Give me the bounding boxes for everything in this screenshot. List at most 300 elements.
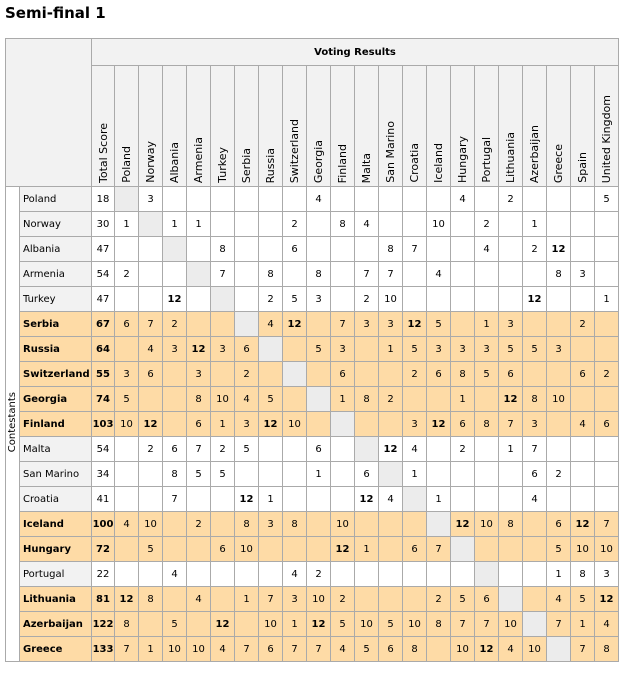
score-cell: [307, 212, 331, 237]
score-cell: 12: [307, 612, 331, 637]
score-cell: [259, 337, 283, 362]
score-cell: [475, 262, 499, 287]
score-cell: 7: [163, 487, 187, 512]
score-cell: 6: [571, 362, 595, 387]
score-cell: 6: [379, 637, 403, 662]
score-cell: 1: [331, 387, 355, 412]
score-cell: 3: [571, 262, 595, 287]
score-cell: 2: [139, 437, 163, 462]
score-cell: 10: [451, 637, 475, 662]
score-cell: 12: [451, 512, 475, 537]
score-cell: 7: [379, 262, 403, 287]
table-row: [6, 287, 619, 312]
score-cell: 10: [571, 537, 595, 562]
score-cell: [403, 512, 427, 537]
voter-header-hungary: [451, 66, 475, 187]
score-cell: 10: [163, 637, 187, 662]
score-cell: 8: [211, 237, 235, 262]
score-cell: 5: [571, 587, 595, 612]
score-cell: [427, 512, 451, 537]
score-cell: 2: [283, 212, 307, 237]
score-cell: 5: [331, 612, 355, 637]
score-cell: 4: [451, 187, 475, 212]
score-cell: [139, 212, 163, 237]
score-cell: [283, 387, 307, 412]
score-cell: 8: [595, 637, 619, 662]
score-cell: 3: [499, 312, 523, 337]
score-cell: [331, 487, 355, 512]
score-cell: 1: [379, 337, 403, 362]
score-cell: 4: [283, 562, 307, 587]
score-cell: [331, 237, 355, 262]
score-cell: [379, 512, 403, 537]
contestant-name: Finland: [20, 412, 92, 437]
score-cell: 6: [331, 362, 355, 387]
score-cell: [187, 562, 211, 587]
score-cell: 5: [139, 537, 163, 562]
score-cell: 3: [379, 312, 403, 337]
score-cell: 8: [379, 237, 403, 262]
score-cell: [139, 462, 163, 487]
score-cell: 1: [403, 462, 427, 487]
score-cell: 2: [499, 187, 523, 212]
score-cell: 2: [595, 362, 619, 387]
voter-header-georgia: [307, 66, 331, 187]
score-cell: [163, 237, 187, 262]
voter-header-greece: [547, 66, 571, 187]
score-cell: 5: [259, 387, 283, 412]
score-cell: 6: [283, 237, 307, 262]
score-cell: [211, 562, 235, 587]
score-cell: [235, 212, 259, 237]
voter-header-croatia: [403, 66, 427, 187]
score-cell: 5: [187, 462, 211, 487]
score-cell: [355, 187, 379, 212]
score-cell: [283, 487, 307, 512]
table-row: [6, 262, 619, 287]
score-cell: 4: [115, 512, 139, 537]
score-cell: 8: [163, 462, 187, 487]
score-cell: 2: [307, 562, 331, 587]
score-cell: [163, 537, 187, 562]
contestant-name: Greece: [20, 637, 92, 662]
voter-header-finland: [331, 66, 355, 187]
score-cell: 6: [307, 437, 331, 462]
score-cell: 6: [235, 337, 259, 362]
score-cell: [403, 562, 427, 587]
score-cell: 2: [427, 587, 451, 612]
score-cell: 4: [331, 637, 355, 662]
table-row: [6, 212, 619, 237]
score-cell: [235, 262, 259, 287]
score-cell: [571, 212, 595, 237]
voter-header-albania: [163, 66, 187, 187]
voter-header-norway: [139, 66, 163, 187]
total-score: 34: [92, 462, 115, 487]
score-cell: [307, 512, 331, 537]
voter-header-label: Malta: [360, 152, 373, 183]
score-cell: [523, 587, 547, 612]
score-cell: [307, 237, 331, 262]
score-cell: 6: [595, 412, 619, 437]
score-cell: 5: [355, 637, 379, 662]
score-cell: [235, 187, 259, 212]
score-cell: [211, 312, 235, 337]
voter-header-turkey: [211, 66, 235, 187]
score-cell: [571, 287, 595, 312]
score-cell: 3: [259, 512, 283, 537]
score-cell: [355, 512, 379, 537]
score-cell: [331, 262, 355, 287]
total-score: 47: [92, 287, 115, 312]
score-cell: [163, 412, 187, 437]
score-cell: 12: [379, 437, 403, 462]
score-cell: [499, 262, 523, 287]
score-cell: 4: [139, 337, 163, 362]
score-cell: 5: [475, 362, 499, 387]
score-cell: 10: [427, 212, 451, 237]
voting-table: [5, 38, 619, 662]
total-score: 122: [92, 612, 115, 637]
score-cell: [211, 287, 235, 312]
table-row: [6, 387, 619, 412]
score-cell: 10: [283, 412, 307, 437]
voter-header-label: Iceland: [432, 143, 445, 183]
score-cell: 2: [523, 237, 547, 262]
score-cell: 3: [475, 337, 499, 362]
score-cell: 4: [355, 212, 379, 237]
score-cell: [187, 187, 211, 212]
score-cell: [307, 387, 331, 412]
score-cell: 10: [523, 637, 547, 662]
score-cell: 12: [139, 412, 163, 437]
table-row: [6, 337, 619, 362]
score-cell: 12: [331, 537, 355, 562]
score-cell: [595, 387, 619, 412]
score-cell: [523, 187, 547, 212]
score-cell: [163, 187, 187, 212]
voter-header-label: Armenia: [192, 136, 205, 183]
score-cell: [451, 237, 475, 262]
table-row: [6, 537, 619, 562]
score-cell: [163, 512, 187, 537]
score-cell: [379, 212, 403, 237]
score-cell: [523, 562, 547, 587]
score-cell: 7: [571, 637, 595, 662]
score-cell: 10: [379, 287, 403, 312]
voter-header-label: Croatia: [408, 143, 421, 183]
score-cell: [283, 362, 307, 387]
score-cell: 8: [307, 262, 331, 287]
score-cell: 4: [427, 262, 451, 287]
score-cell: [427, 387, 451, 412]
score-cell: [331, 187, 355, 212]
score-cell: [235, 287, 259, 312]
score-cell: [499, 487, 523, 512]
table-corner: [6, 39, 92, 187]
score-cell: 7: [211, 262, 235, 287]
score-cell: [427, 637, 451, 662]
table-row: [6, 462, 619, 487]
score-cell: 7: [427, 537, 451, 562]
score-cell: [595, 337, 619, 362]
score-cell: 2: [115, 262, 139, 287]
score-cell: 3: [331, 337, 355, 362]
score-cell: 7: [547, 612, 571, 637]
contestant-name: Hungary: [20, 537, 92, 562]
score-cell: [379, 462, 403, 487]
contestants-label-cell: [6, 187, 20, 662]
contestant-name: Georgia: [20, 387, 92, 412]
score-cell: [259, 537, 283, 562]
score-cell: [379, 412, 403, 437]
total-score: 67: [92, 312, 115, 337]
contestant-name: Malta: [20, 437, 92, 462]
score-cell: [307, 362, 331, 387]
contestant-name: Poland: [20, 187, 92, 212]
score-cell: [259, 462, 283, 487]
score-cell: 8: [523, 387, 547, 412]
score-cell: 6: [403, 537, 427, 562]
score-cell: 10: [499, 612, 523, 637]
score-cell: [187, 287, 211, 312]
score-cell: 4: [187, 587, 211, 612]
score-cell: [403, 587, 427, 612]
score-cell: 2: [235, 362, 259, 387]
score-cell: [571, 387, 595, 412]
score-cell: 4: [571, 412, 595, 437]
score-cell: 12: [547, 237, 571, 262]
score-cell: 1: [187, 212, 211, 237]
score-cell: [451, 312, 475, 337]
score-cell: 8: [451, 362, 475, 387]
score-cell: 1: [259, 487, 283, 512]
score-cell: [211, 362, 235, 387]
total-score: 133: [92, 637, 115, 662]
score-cell: 1: [595, 287, 619, 312]
score-cell: [475, 562, 499, 587]
score-cell: 1: [211, 412, 235, 437]
score-cell: 6: [547, 512, 571, 537]
score-cell: 5: [307, 337, 331, 362]
contestant-name: San Marino: [20, 462, 92, 487]
score-cell: [115, 562, 139, 587]
score-cell: [139, 487, 163, 512]
score-cell: 10: [595, 537, 619, 562]
score-cell: [115, 537, 139, 562]
score-cell: 1: [499, 437, 523, 462]
score-cell: [187, 312, 211, 337]
score-cell: 3: [115, 362, 139, 387]
score-cell: 3: [235, 412, 259, 437]
score-cell: 10: [187, 637, 211, 662]
score-cell: [355, 362, 379, 387]
voter-header-label: Azerbaijan: [528, 124, 541, 183]
score-cell: 12: [235, 487, 259, 512]
total-score-header-label: Total Score: [96, 123, 110, 183]
table-row: [6, 487, 619, 512]
score-cell: [595, 237, 619, 262]
score-cell: 4: [475, 237, 499, 262]
score-cell: 5: [499, 337, 523, 362]
score-cell: 1: [163, 212, 187, 237]
total-score: 103: [92, 412, 115, 437]
total-score-header: [92, 66, 115, 187]
score-cell: 10: [475, 512, 499, 537]
score-cell: [595, 212, 619, 237]
score-cell: [403, 487, 427, 512]
score-cell: 6: [499, 362, 523, 387]
score-cell: 12: [523, 287, 547, 312]
contestant-name: Serbia: [20, 312, 92, 337]
score-cell: [403, 287, 427, 312]
score-cell: [187, 237, 211, 262]
score-cell: [595, 262, 619, 287]
score-cell: 12: [115, 587, 139, 612]
score-cell: [595, 312, 619, 337]
score-cell: [235, 237, 259, 262]
voter-header-switzerland: [283, 66, 307, 187]
contestant-name: Iceland: [20, 512, 92, 537]
score-cell: [115, 437, 139, 462]
score-cell: 1: [523, 212, 547, 237]
score-cell: 2: [475, 212, 499, 237]
score-cell: [523, 362, 547, 387]
score-cell: [523, 312, 547, 337]
contestant-name: Russia: [20, 337, 92, 362]
score-cell: 6: [163, 437, 187, 462]
voter-header-serbia: [235, 66, 259, 187]
voter-header-label: Portugal: [480, 137, 493, 183]
voter-header-label: Finland: [336, 143, 349, 183]
table-row: [6, 587, 619, 612]
score-cell: [331, 562, 355, 587]
contestant-name: Portugal: [20, 562, 92, 587]
contestant-name: Azerbaijan: [20, 612, 92, 637]
score-cell: [283, 462, 307, 487]
score-cell: 8: [139, 587, 163, 612]
score-cell: [331, 437, 355, 462]
score-cell: 2: [187, 512, 211, 537]
score-cell: 5: [283, 287, 307, 312]
score-cell: 10: [307, 587, 331, 612]
score-cell: [547, 187, 571, 212]
score-cell: [355, 587, 379, 612]
score-cell: 8: [115, 612, 139, 637]
score-cell: [475, 287, 499, 312]
score-cell: 3: [139, 187, 163, 212]
score-cell: [211, 187, 235, 212]
score-cell: [379, 362, 403, 387]
score-cell: 6: [115, 312, 139, 337]
score-cell: [499, 237, 523, 262]
score-cell: [355, 562, 379, 587]
score-cell: 2: [163, 312, 187, 337]
score-cell: [139, 262, 163, 287]
score-cell: 6: [475, 587, 499, 612]
score-cell: 7: [499, 412, 523, 437]
score-cell: [115, 462, 139, 487]
score-cell: 7: [403, 237, 427, 262]
score-cell: 3: [211, 337, 235, 362]
score-cell: [283, 337, 307, 362]
score-cell: 6: [451, 412, 475, 437]
score-cell: [283, 537, 307, 562]
score-cell: [427, 437, 451, 462]
voter-header-iceland: [427, 66, 451, 187]
score-cell: 4: [235, 387, 259, 412]
score-cell: 2: [379, 387, 403, 412]
score-cell: [379, 187, 403, 212]
score-cell: 7: [595, 512, 619, 537]
total-score: 72: [92, 537, 115, 562]
score-cell: [523, 512, 547, 537]
score-cell: [475, 387, 499, 412]
score-cell: 1: [427, 487, 451, 512]
table-row: [6, 312, 619, 337]
score-cell: 2: [211, 437, 235, 462]
score-cell: 5: [211, 462, 235, 487]
score-cell: [403, 212, 427, 237]
table-row: [6, 512, 619, 537]
score-cell: [451, 287, 475, 312]
score-cell: [499, 537, 523, 562]
score-cell: [211, 212, 235, 237]
score-cell: 12: [355, 487, 379, 512]
total-score: 74: [92, 387, 115, 412]
score-cell: [547, 487, 571, 512]
score-cell: 1: [235, 587, 259, 612]
score-cell: 1: [547, 562, 571, 587]
score-cell: [211, 487, 235, 512]
voter-header-label: Lithuania: [504, 132, 517, 183]
score-cell: 3: [451, 337, 475, 362]
score-cell: 4: [595, 612, 619, 637]
table-row: [6, 562, 619, 587]
score-cell: 5: [595, 187, 619, 212]
score-cell: [331, 287, 355, 312]
score-cell: 8: [187, 387, 211, 412]
score-cell: [451, 212, 475, 237]
score-cell: [547, 312, 571, 337]
score-cell: 12: [571, 512, 595, 537]
score-cell: [523, 537, 547, 562]
score-cell: 5: [163, 612, 187, 637]
voter-header-label: Georgia: [312, 139, 325, 183]
score-cell: 3: [547, 337, 571, 362]
score-cell: 6: [427, 362, 451, 387]
score-cell: 2: [259, 287, 283, 312]
contestant-name: Switzerland: [20, 362, 92, 387]
score-cell: 1: [139, 637, 163, 662]
contestant-name: Albania: [20, 237, 92, 262]
voter-header-label: United Kingdom: [600, 94, 613, 183]
score-cell: 8: [355, 387, 379, 412]
total-score: 22: [92, 562, 115, 587]
score-cell: 4: [259, 312, 283, 337]
score-cell: [115, 337, 139, 362]
voter-header-label: Turkey: [216, 147, 229, 183]
score-cell: [235, 312, 259, 337]
voter-header-label: Poland: [120, 146, 133, 183]
score-cell: 8: [571, 562, 595, 587]
score-cell: 7: [187, 437, 211, 462]
score-cell: [547, 437, 571, 462]
score-cell: [523, 612, 547, 637]
score-cell: 1: [571, 612, 595, 637]
score-cell: 12: [595, 587, 619, 612]
voter-header-label: Greece: [552, 143, 565, 183]
